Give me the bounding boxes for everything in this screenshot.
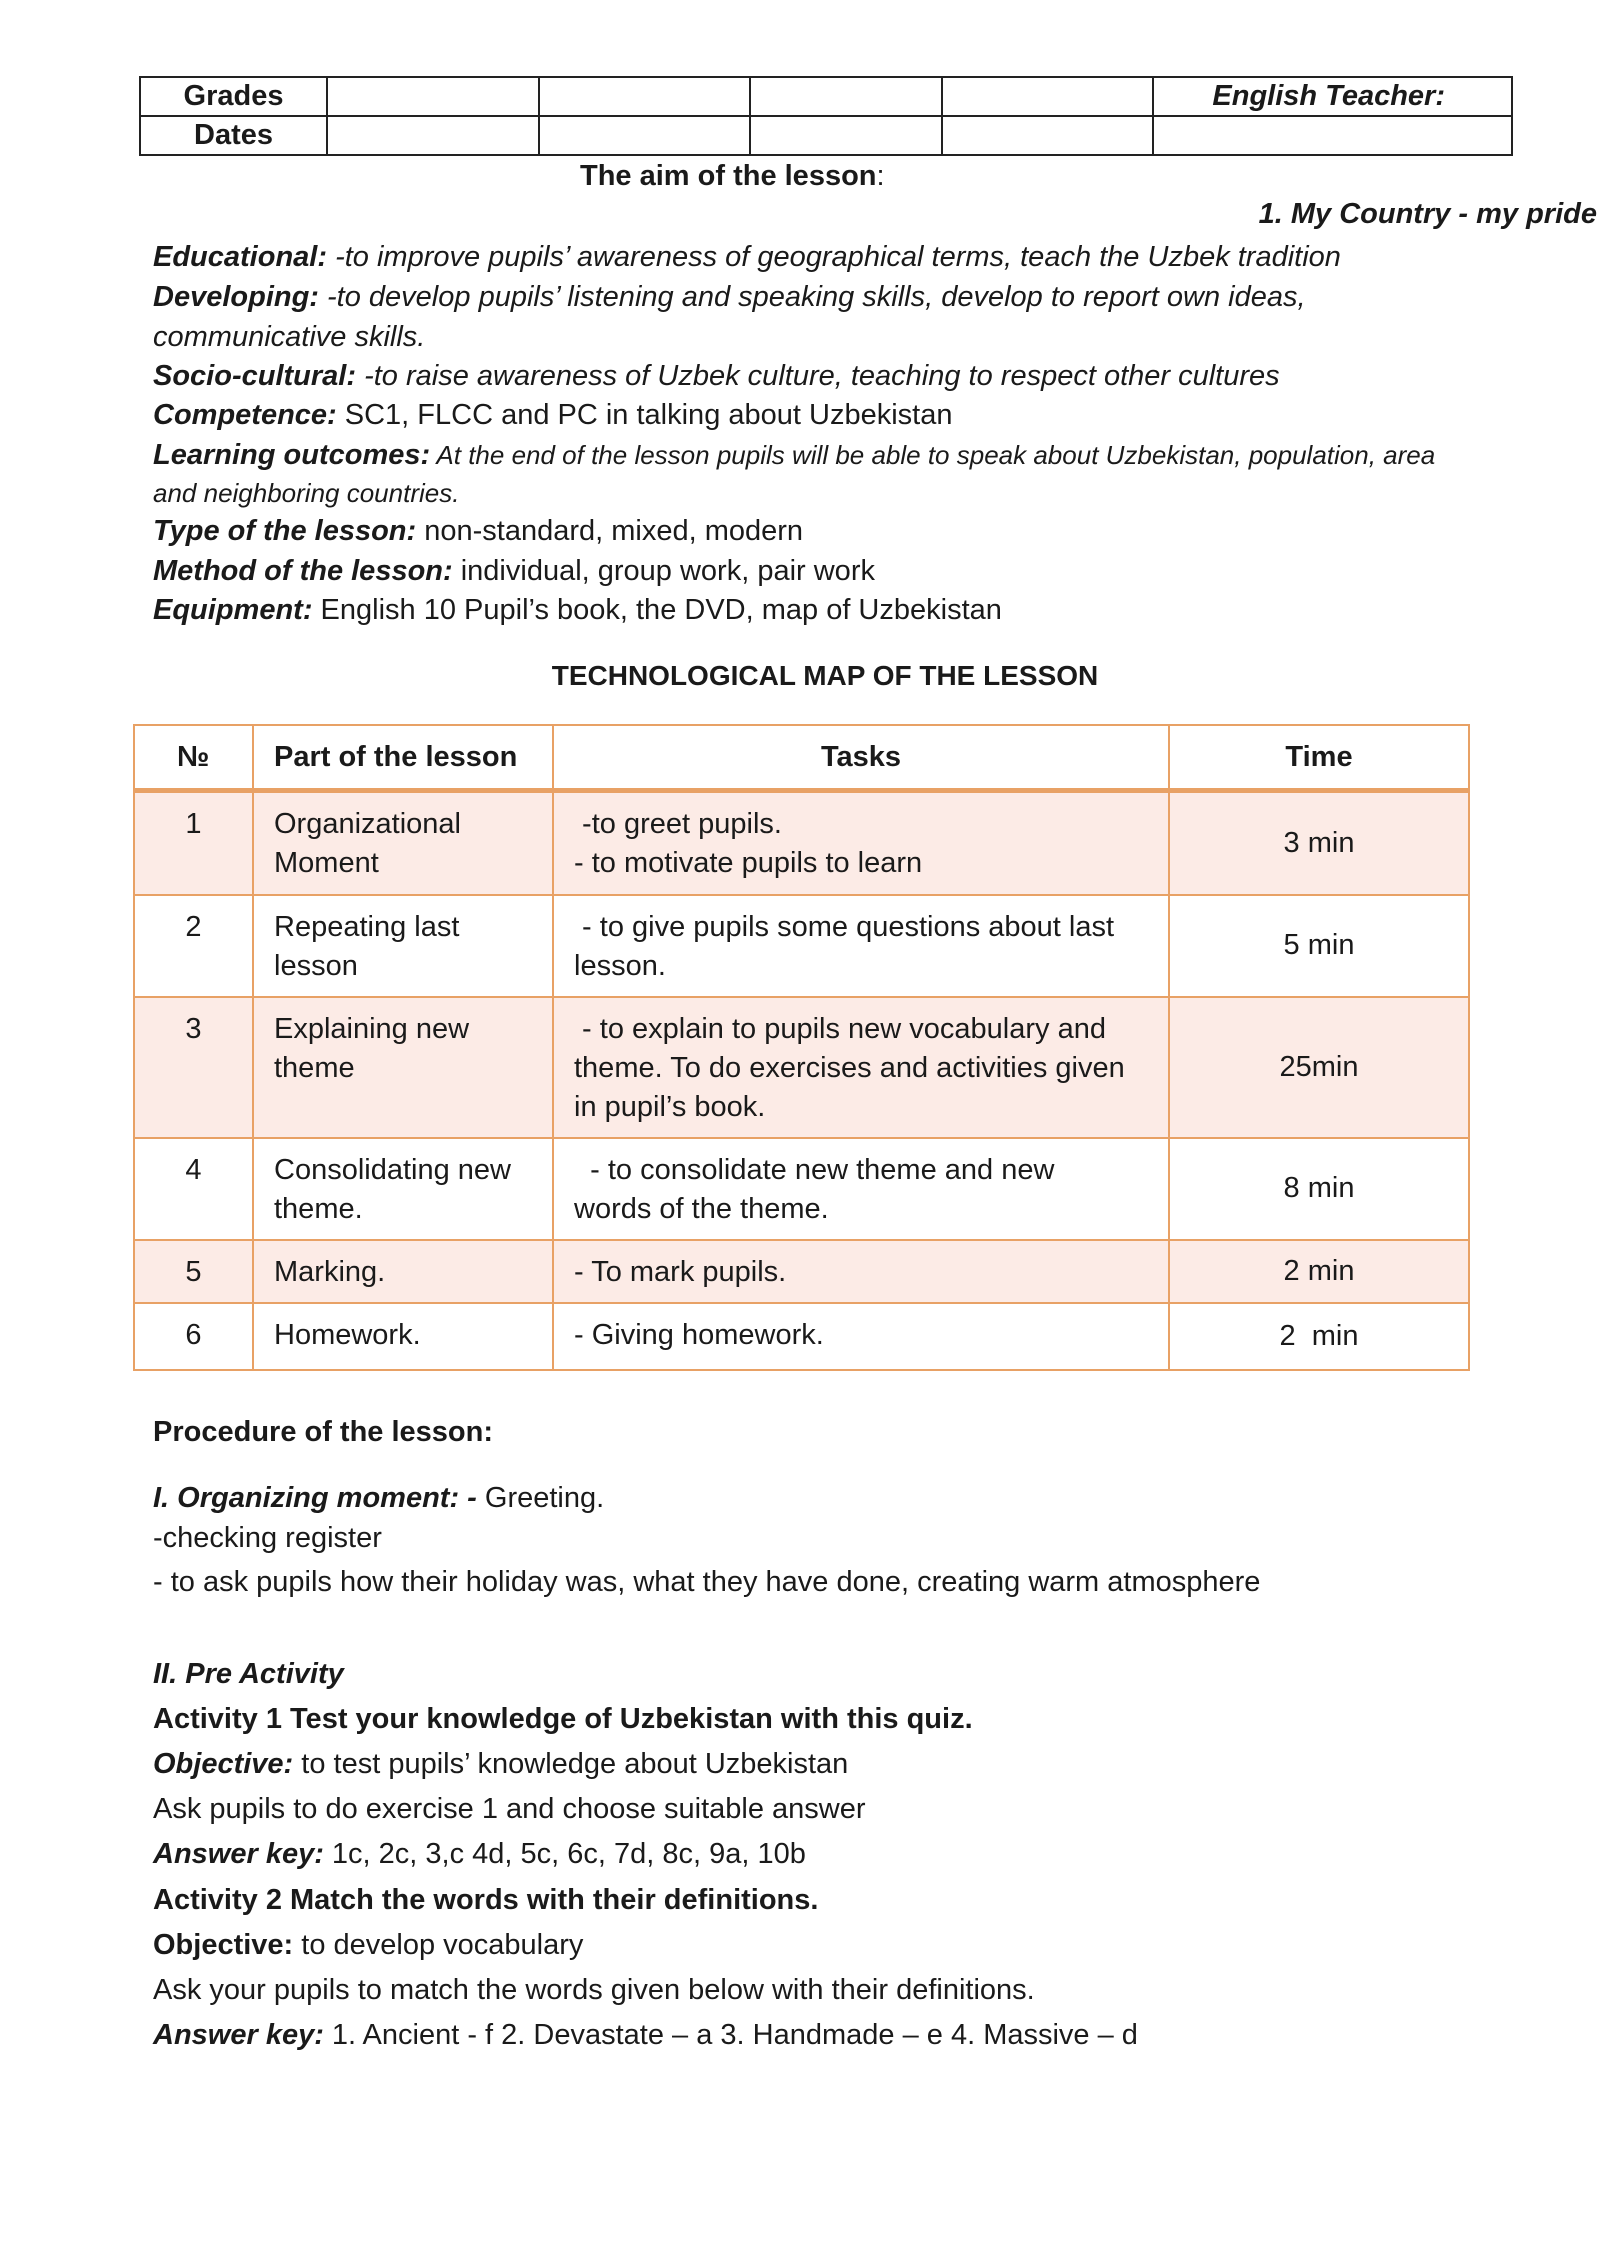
table-header-row xyxy=(134,725,1469,791)
teacher-label: English Teacher: xyxy=(1153,77,1512,116)
grade-cell xyxy=(942,77,1153,116)
row-time: 5 min xyxy=(1169,895,1469,997)
activity2-objective: Objective: to develop vocabulary xyxy=(153,1929,584,1961)
grade-cell xyxy=(539,77,750,116)
row-task: - To mark pupils. xyxy=(574,1255,787,1288)
row-time: 8 min xyxy=(1169,1138,1469,1240)
dates-label: Dates xyxy=(140,116,327,155)
socio-cultural-objective: Socio-cultural: -to raise awareness of Uzbek culture, teaching to respect other cultures xyxy=(153,360,1280,392)
row-task: - Giving homework. xyxy=(574,1318,824,1351)
row-part: Organizational xyxy=(274,808,461,840)
grades-label: Grades xyxy=(140,77,327,116)
equipment: Equipment: English 10 Pupil’s book, the DVD, map of Uzbekistan xyxy=(153,594,1002,626)
row-task: - to explain to pupils new vocabulary and xyxy=(574,1012,1106,1045)
competence: Competence: SC1, FLCC and PC in talking about Uzbekistan xyxy=(153,399,953,431)
row-time: 25min xyxy=(1169,997,1469,1138)
table-row xyxy=(134,997,1469,1138)
developing-objective: Developing: -to develop pupils’ listening and speaking skills, develop to report own ideas, communicative skills. xyxy=(153,281,1306,353)
row-part: theme xyxy=(274,1051,355,1084)
table-row xyxy=(134,1240,1469,1303)
row-number: 3 xyxy=(185,1012,202,1045)
row-task: in pupil’s book. xyxy=(574,1090,766,1123)
row-part: Repeating last xyxy=(274,910,460,943)
col-tasks: Tasks xyxy=(553,725,1169,791)
procedure-title: Procedure of the lesson: xyxy=(153,1416,494,1448)
table-row xyxy=(134,791,1469,895)
header-table xyxy=(139,76,1513,156)
row-part: theme. xyxy=(274,1192,363,1225)
educational-objective: Educational: -to improve pupils’ awareness of geographical terms, teach the Uzbek tradition xyxy=(153,241,1341,273)
row-number: 1 xyxy=(185,808,202,840)
row-task: -to greet pupils. xyxy=(574,808,782,840)
checking-register: -checking register xyxy=(153,1522,382,1554)
table-row xyxy=(134,1303,1469,1370)
row-time: 3 min xyxy=(1169,791,1469,895)
lesson-type: Type of the lesson: non-standard, mixed, modern xyxy=(153,515,804,547)
activity2-instruction: Ask your pupils to match the words given below with their definitions. xyxy=(153,1974,1035,2006)
date-cell xyxy=(1153,116,1512,155)
date-cell xyxy=(942,116,1153,155)
row-part: Moment xyxy=(274,847,379,879)
row-time: 2 min xyxy=(1169,1303,1469,1370)
col-time: Time xyxy=(1169,725,1469,791)
lesson-method: Method of the lesson: individual, group work, pair work xyxy=(153,555,875,587)
lesson-theme: 1. My Country - my pride xyxy=(1258,198,1597,230)
row-task: lesson. xyxy=(574,949,666,982)
activity2-answer-key: Answer key: 1. Ancient - f 2. Devastate – a 3. Handmade – e 4. Massive – d xyxy=(153,2019,1138,2051)
learning-outcomes: Learning outcomes: At the end of the lesson pupils will be able to speak about Uzbekistan, population, area and neighboring countries. xyxy=(153,439,1436,508)
activity2-title: Activity 2 Match the words with their definitions. xyxy=(153,1884,819,1916)
dates-row xyxy=(140,116,1512,155)
grades-row xyxy=(140,77,1512,116)
row-number: 5 xyxy=(185,1255,202,1288)
row-task: - to consolidate new theme and new xyxy=(574,1153,1055,1186)
row-part: Consolidating new xyxy=(274,1153,511,1186)
col-part: Part of the lesson xyxy=(253,725,553,791)
row-task: theme. To do exercises and activities given xyxy=(574,1051,1125,1084)
aim-title: The aim of the lesson: xyxy=(580,160,885,192)
holiday-question: - to ask pupils how their holiday was, what they have done, creating warm atmosphere xyxy=(153,1566,1261,1598)
activity1-title: Activity 1 Test your knowledge of Uzbekistan with this quiz. xyxy=(153,1703,973,1735)
row-part: lesson xyxy=(274,949,358,982)
row-number: 2 xyxy=(185,910,202,943)
table-row xyxy=(134,895,1469,997)
activity1-instruction: Ask pupils to do exercise 1 and choose suitable answer xyxy=(153,1793,866,1825)
organizing-moment: I. Organizing moment: - Greeting. xyxy=(153,1482,605,1514)
row-task: words of the theme. xyxy=(574,1192,829,1225)
row-task: - to give pupils some questions about last xyxy=(574,910,1115,943)
date-cell xyxy=(327,116,539,155)
date-cell xyxy=(750,116,942,155)
grade-cell xyxy=(327,77,539,116)
row-part: Explaining new xyxy=(274,1012,470,1045)
techmap-title: TECHNOLOGICAL MAP OF THE LESSON xyxy=(551,660,1099,691)
table-row xyxy=(134,1138,1469,1240)
row-number: 6 xyxy=(185,1318,202,1351)
technological-map-table xyxy=(133,724,1470,1371)
row-task: - to motivate pupils to learn xyxy=(574,847,923,879)
row-number: 4 xyxy=(185,1153,202,1186)
pre-activity-title: II. Pre Activity xyxy=(153,1658,344,1690)
date-cell xyxy=(539,116,750,155)
grade-cell xyxy=(750,77,942,116)
activity1-objective: Objective: to test pupils’ knowledge about Uzbekistan xyxy=(153,1748,849,1780)
activity1-answer-key: Answer key: 1c, 2c, 3,c 4d, 5c, 6c, 7d, 8c, 9a, 10b xyxy=(153,1838,806,1870)
row-part: Marking. xyxy=(274,1255,386,1288)
row-time: 2 min xyxy=(1169,1240,1469,1303)
col-number: № xyxy=(134,725,253,791)
row-part: Homework. xyxy=(274,1318,421,1351)
